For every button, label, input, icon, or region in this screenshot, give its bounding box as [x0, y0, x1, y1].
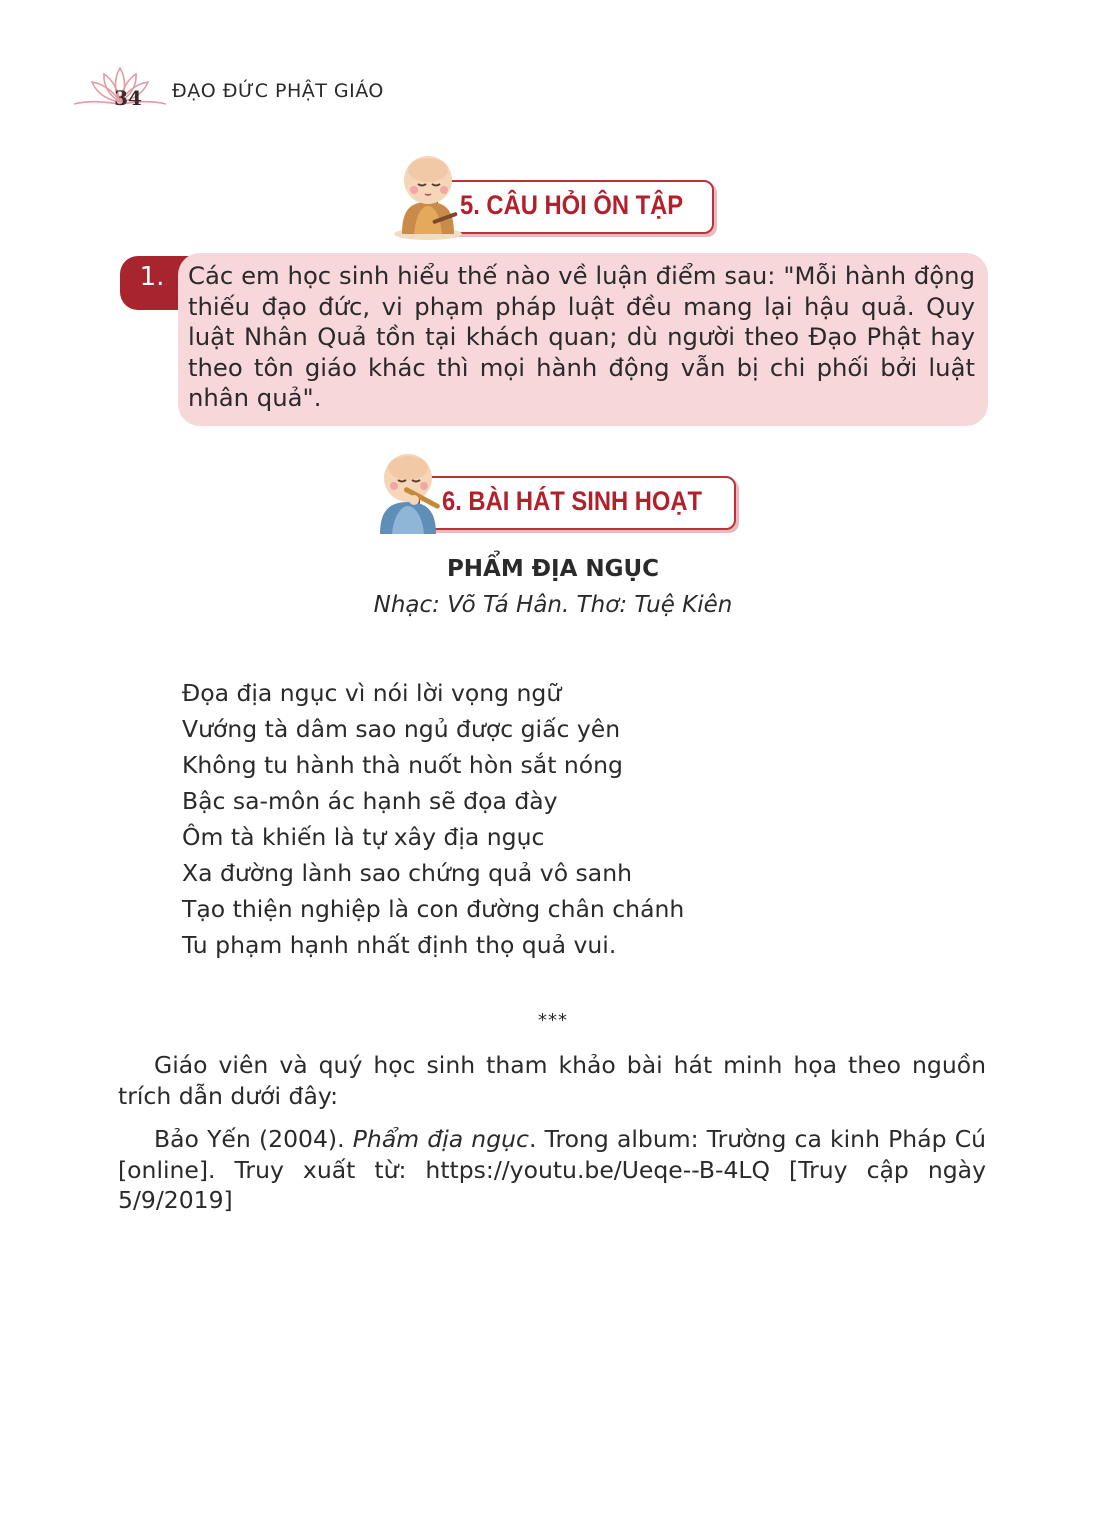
citation-title: Phẩm địa ngục: [352, 1125, 529, 1153]
page-header: [70, 64, 400, 114]
song-lyrics: [182, 675, 684, 963]
lyric-line: Bậc sa-môn ác hạnh sẽ đọa đày: [182, 787, 558, 815]
section-6-title: 6. BÀI HÁT SINH HOẠT: [442, 486, 703, 516]
citation-author: Bảo Yến (2004).: [154, 1125, 353, 1153]
lyric-line: Vướng tà dâm sao ngủ được giấc yên: [182, 715, 621, 743]
lyric-line: Tu phạm hạnh nhất định thọ quả vui.: [182, 931, 617, 959]
section-5-title: 5. CÂU HỎI ÔN TẬP: [460, 190, 684, 220]
section-5-banner: [388, 150, 718, 242]
song-title: PHẨM ĐỊA NGỤC: [446, 556, 660, 582]
lyric-line: Xa đường lành sao chứng quả vô sanh: [182, 859, 632, 887]
page-number: 34: [114, 86, 142, 110]
question-text: Các em học sinh hiểu thế nào về luận điểm sau: "Mỗi hành động thiếu đạo đức, vi phạm pháp luật đều mang lại hậu quả. Quy luật Nhân Quả tồn tại khách quan; dù người theo Đạo Phật hay theo tôn giáo khác thì mọi hành động vẫn bị chi phối bởi luật nhân quả".: [188, 261, 975, 412]
citation-rest: . Trong album: Trường ca kinh Pháp Cú [online]. Truy xuất từ: https://youtu.be/Ueqe--B-4LQ [Truy cập ngày 5/9/2019]: [118, 1125, 986, 1214]
lyric-line: Đọa địa ngục vì nói lời vọng ngữ: [182, 679, 562, 707]
monk-flute-icon: [368, 448, 448, 540]
lyric-line: Ôm tà khiến là tự xây địa ngục: [182, 823, 545, 851]
section-6-banner: [368, 448, 738, 540]
reference-intro: [118, 1050, 986, 1111]
song-credit: Nhạc: Võ Tá Hân. Thơ: Tuệ Kiên: [373, 592, 733, 618]
lyric-line: Tạo thiện nghiệp là con đường chân chánh: [182, 895, 685, 923]
running-title: ĐẠO ĐỨC PHẬT GIÁO: [172, 80, 384, 102]
question-number: 1.: [139, 262, 165, 292]
monk-writing-icon: [388, 150, 468, 242]
reference-citation: [118, 1124, 986, 1216]
separator: ***: [538, 1010, 568, 1031]
lyric-line: Không tu hành thà nuốt hòn sắt nóng: [182, 751, 623, 779]
reference-intro-text: Giáo viên và quý học sinh tham khảo bài hát minh họa theo nguồn trích dẫn dưới đây:: [118, 1051, 986, 1110]
